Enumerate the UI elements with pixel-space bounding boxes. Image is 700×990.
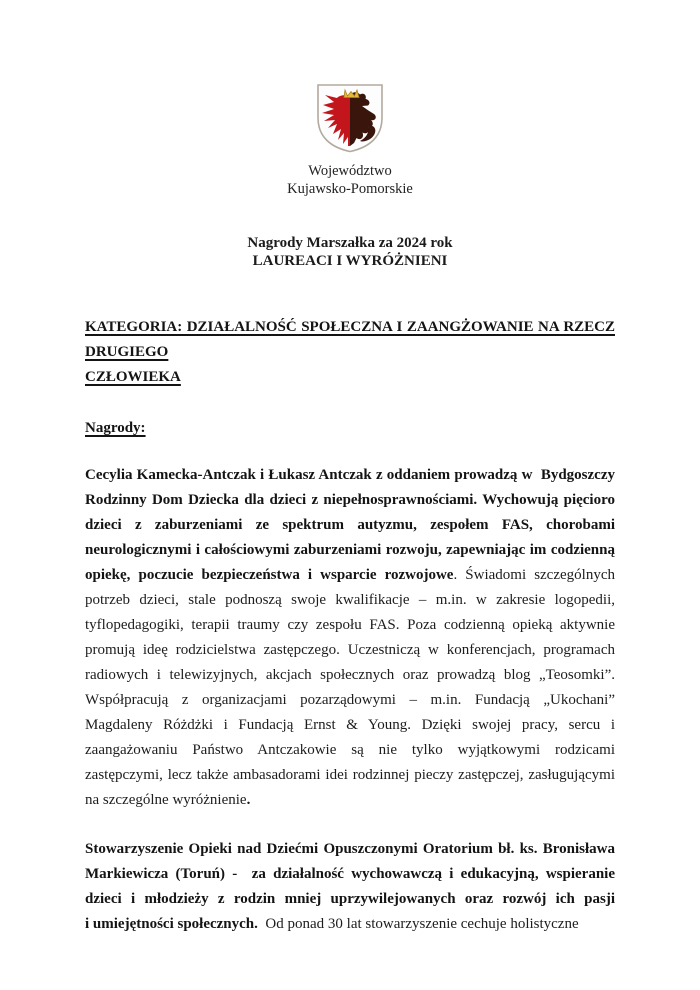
text-run: Cecylia Kamecka-Antczak i Łukasz Antczak z oddaniem prowadzą w Bydgoszczy Rodzinny Dom Dziecka dla dzieci z niepełnosprawnościami. Wychowują pięcioro dzieci z zaburzeniami ze spektrum autyzmu, zespołem FAS, chorobami neurologicznymi i całościowymi zaburzeniami rozwoju, zapewniając im codzienną opiekę, poczucie bezpieczeństwa i wsparcie rozwojowe — [85, 467, 615, 583]
category-line-2: CZŁOWIEKA — [85, 369, 181, 385]
title-line-2: LAUREACI I WYRÓŻNIENI — [252, 253, 448, 269]
category-heading — [85, 315, 615, 390]
text-run: Stowarzyszenie Opieki nad Dziećmi Opuszczonymi Oratorium bł. ks. Bronisława Markiewicza (Toruń) - za działalność wychowawczą i edukacyjną, wspieranie dzieci i młodzieży z rodzin mniej uprzywilejowanych oraz rozwój ich pasji i umiejętności społecznych. — [85, 841, 615, 932]
paragraph-antczak — [85, 463, 615, 813]
text-run: . Świadomi szczególnych potrzeb dzieci, stale podnoszą swoje kwalifikacje – m.in. w zakresie logopedii, tyflopedagogiki, terapii traumy czy zespołu FAS. Poza codzienną opieką aktywnie promują ideę rodzicielstwa zastępczego. Uczestniczą w konferencjach, programach radiowych i telewizyjnych, akcjach społecznych oraz prowadzą blog „Teosomki”. Współpracują z organizacjami pozarządowymi – m.in. Fundacją „Ukochani” Magdaleny Różdżki i Fundacją Ernst & Young. Dzięki swojej pracy, sercu i zaangażowaniu Państwo Antczakowie są nie tylko wyjątkowymi rodzicami zastępczymi, lecz także ambasadorami idei rodzinnej pieczy zastępczej, zasługującymi na szczególne wyróżnienie — [85, 567, 615, 808]
region-line-2: Kujawsko-Pomorskie — [287, 181, 413, 197]
region-line-1: Województwo — [308, 163, 392, 179]
section-heading-nagrody: Nagrody: — [85, 420, 146, 436]
region-name — [85, 162, 615, 198]
kujawsko-pomorskie-coat-of-arms-icon — [311, 82, 389, 154]
document-title — [85, 234, 615, 270]
title-line-1: Nagrody Marszałka za 2024 rok — [247, 235, 453, 251]
category-line-1: KATEGORIA: DZIAŁALNOŚĆ SPOŁECZNA I ZAANGŻOWANIE NA RZECZ DRUGIEGO — [85, 319, 615, 360]
text-run: Od ponad 30 lat stowarzyszenie cechuje holistyczne — [257, 916, 579, 932]
text-run: . — [246, 792, 251, 808]
paragraph-oratorium — [85, 837, 615, 937]
